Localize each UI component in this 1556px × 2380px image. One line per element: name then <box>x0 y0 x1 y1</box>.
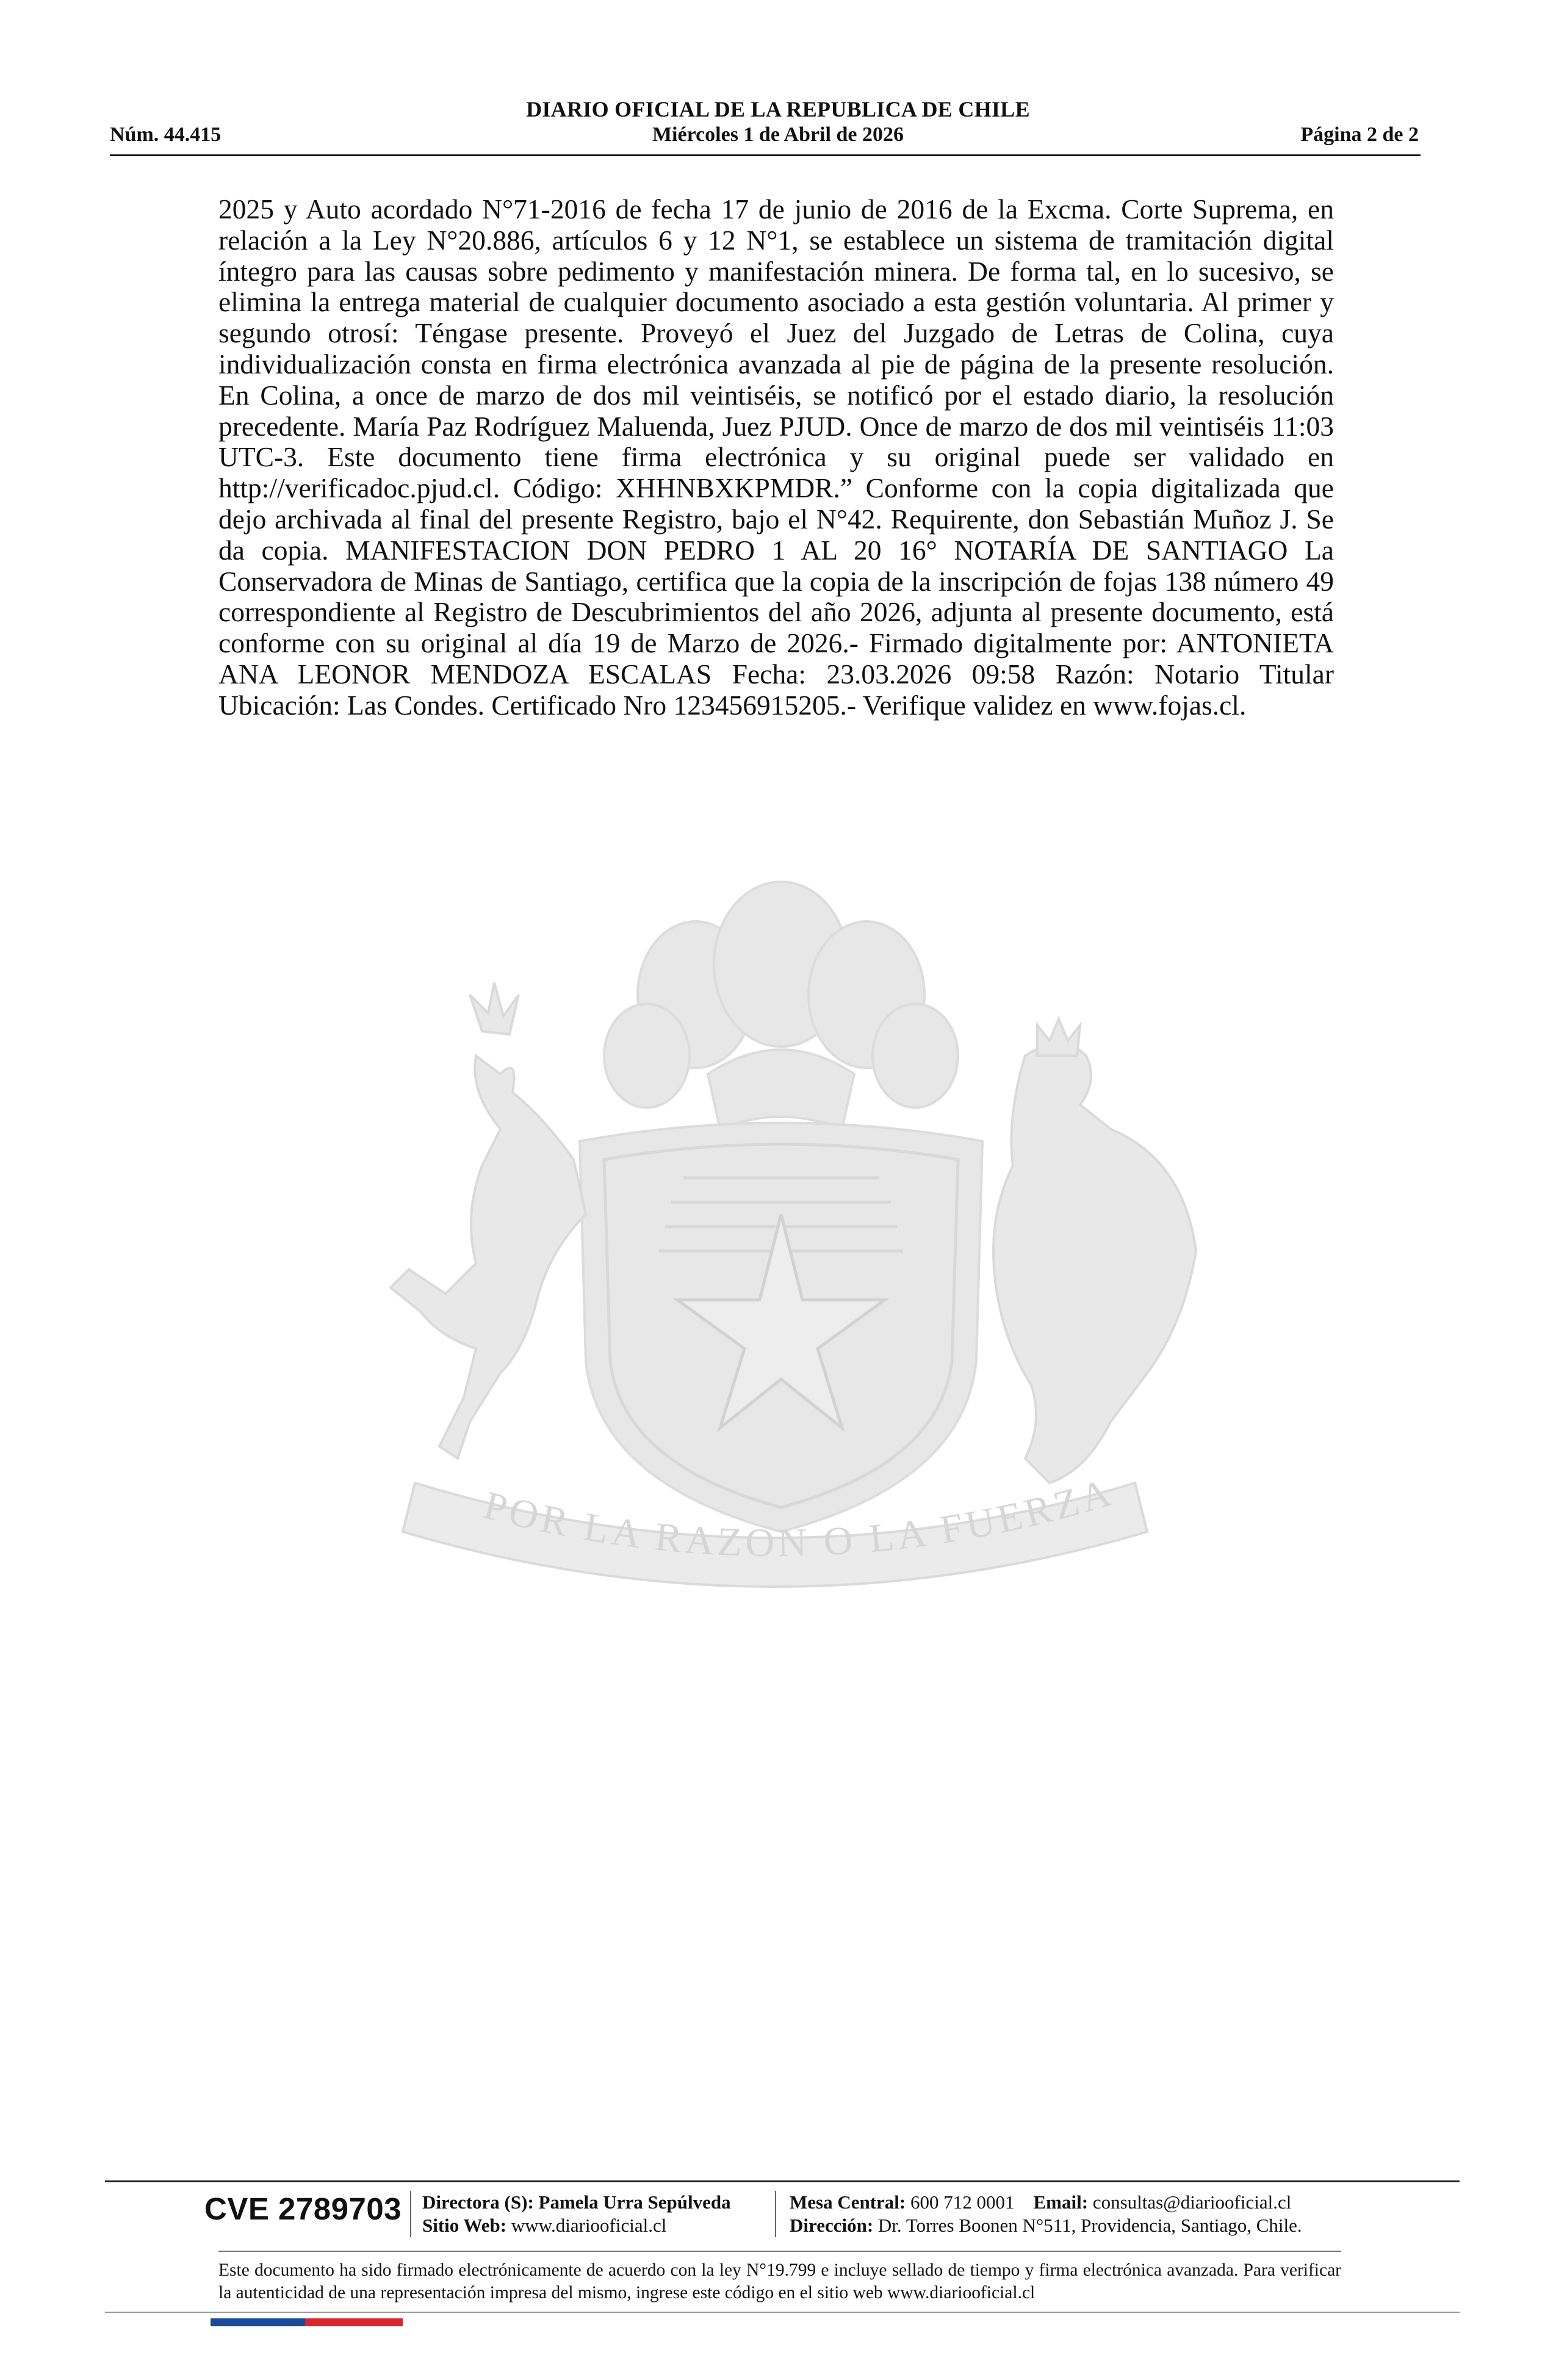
condor-figure <box>993 1019 1196 1483</box>
flag-stripe-blue <box>211 2318 305 2326</box>
signature-note: Este documento ha sido firmado electrónicamente de acuerdo con la ley N°19.799 e incluye sellado de tiempo y firma electrónica avanzada. Para verificar la autenticidad de una representación impresa del mismo, ingrese este código en el sitio web www.diariooficial.cl <box>218 2260 1341 2302</box>
footer-divider-mid <box>218 2251 1341 2252</box>
plumes-crest <box>604 882 958 1129</box>
web-link[interactable]: www.diariooficial.cl <box>511 2215 667 2236</box>
coat-of-arms-watermark <box>317 873 1233 1672</box>
footer-divider-top <box>105 2180 1460 2182</box>
huemul-figure <box>391 983 586 1459</box>
director-name: Pamela Urra Sepúlveda <box>538 2191 731 2213</box>
flag-stripe-red <box>305 2318 403 2326</box>
footer-separator <box>410 2191 411 2237</box>
issue-number: Núm. 44.415 <box>110 123 222 146</box>
email-link[interactable]: consultas@diariooficial.cl <box>1092 2191 1292 2213</box>
newspaper-title: DIARIO OFICIAL DE LA REPUBLICA DE CHILE <box>526 97 1030 121</box>
footer-divider-bottom <box>105 2312 1460 2313</box>
address-value: Dr. Torres Boonen N°511, Providencia, Santiago, Chile. <box>877 2215 1302 2236</box>
motto-text: POR LA RAZON O LA FUERZA <box>479 1469 1120 1566</box>
body-paragraph: 2025 y Auto acordado N°71-2016 de fecha 17 de junio de 2016 de la Excma. Corte Suprema, en relación a la Ley N°20.886, artículos 6 y 12 N°1, se establece un sistema de tramitación digital íntegro para las causas sobre pedimento y manifestación minera. De forma tal, en lo sucesivo, se elimina la entrega material de cualquier documento asociado a esta gestión voluntaria. Al primer y segundo otrosí: Téngase presente. Proveyó el Juez del Juzgado de Letras de Colina, cuya individualización consta en firma electrónica avanzada al pie de página de la presente resolución. En Colina, a once de marzo de dos mil veintiséis, se notificó por el estado diario, la resolución precedente. María Paz Rodríguez Maluenda, Juez PJUD. Once de marzo de dos mil veintiséis 11:03 UTC-3. Este documento tiene firma electrónica y su original puede ser validado en http://verificadoc.pjud.cl. Código: XHHNBXKPMDR.” Conforme con la copia digitalizada que dejo archivada al final del presente Registro, bajo el N°42. Requirente, don Sebastián Muñoz J. Se da copia. MANIFESTACION DON PEDRO 1 AL 20 16° NOTARÍA DE SANTIAGO La Conservadora de Minas de Santiago, certifica que la copia de la inscripción de fojas 138 número 49 correspondiente al Registro de Descubrimientos del año 2026, adjunta al presente documento, está conforme con su original al día 19 de Marzo de 2026.- Firmado digitalmente por: ANTONIETA ANA LEONOR MENDOZA ESCALAS Fecha: 23.03.2026 09:58 Razón: Notario Titular Ubicación: Las Condes. Certificado Nro 123456915205.- Verifique validez en www.fojas.cl. <box>218 193 1334 721</box>
email-label: Email: <box>1033 2191 1089 2213</box>
director-label: Directora (S): <box>422 2191 534 2213</box>
cve-code: CVE 2789703 <box>204 2191 402 2226</box>
footer-contact-block <box>790 2191 1302 2237</box>
page-indicator: Página 2 de 2 <box>1300 123 1419 146</box>
footer-separator <box>775 2191 776 2237</box>
mesa-label: Mesa Central: <box>790 2191 906 2213</box>
issue-date: Miércoles 1 de Abril de 2026 <box>652 123 904 146</box>
web-label: Sitio Web: <box>422 2215 507 2236</box>
header-divider <box>110 154 1421 156</box>
address-label: Dirección: <box>790 2215 874 2236</box>
mesa-phone: 600 712 0001 <box>910 2191 1015 2213</box>
footer-director-block <box>422 2191 731 2237</box>
